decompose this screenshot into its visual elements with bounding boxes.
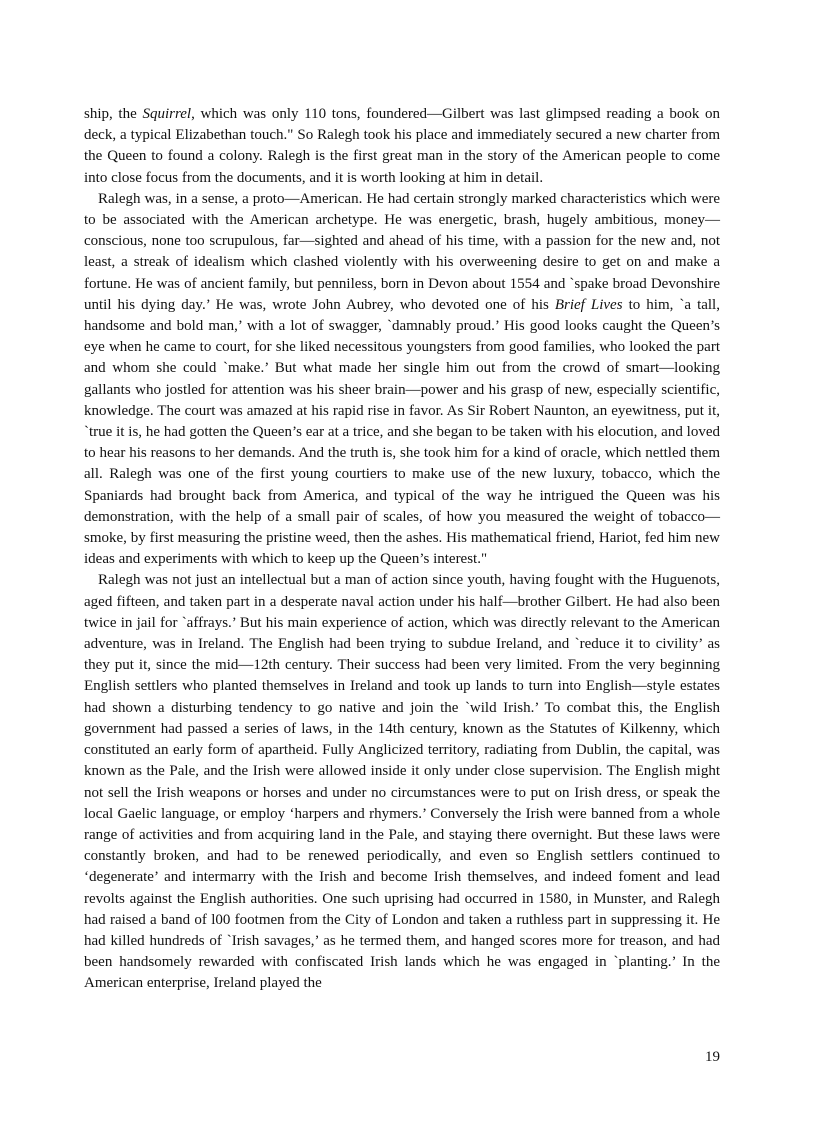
paragraph-1-text-cont: , which was only 110 tons, foundered—Gilbert was last glimpsed reading a book on deck, a typical Elizabethan touch." So Ralegh took his place and immediately secured a new charter from the Queen to found a colony. Ralegh is the first great man in the story of the American people to come into close focus from the documents, and it is worth looking at him in detail. [84,106,720,186]
paragraph-2-text: Ralegh was, in a sense, a proto—American. He had certain strongly marked characteristics which were to be associated with the American archetype. He was energetic, brash, hugely ambitious, money—conscious, none too scrupulous, far—sighted and ahead of his time, with a passion for the new and, not least, a streak of idealism which clashed violently with his overweening desire to get on and make a fortune. He was of ancient family, but penniless, born in Devon about 1554 and `spake broad Devonshire until his dying day.’ He was, wrote John Aubrey, who devoted one of his [84,190,720,313]
paragraph-1 [84,104,720,189]
italic-title-brief-lives: Brief Lives [554,296,623,313]
paragraph-3 [84,570,720,994]
paragraph-1-text: ship, the [84,106,143,122]
page-number: 19 [705,1049,720,1065]
paragraph-2-text-cont: to him, `a tall, handsome and bold man,’ with a lot of swagger, `damnably proud.’ His good looks caught the Queen’s eye when he came to court, for she liked necessitous youngsters from good families, who looked the part and whom she could `make.’ But what made her single him out from the crowd of smart—looking gallants who jostled for attention was his sheer brain—power and his grasp of new, especially scientific, knowledge. The court was amazed at his rapid rise in favor. As Sir Robert Naunton, an eyewitness, put it, `true it is, he had gotten the Queen’s ear at a trice, and she began to be taken with his elocution, and loved to hear his reasons to her demands. And the truth is, she took him for a kind of oracle, which nettled them all. Ralegh was one of the first young courtiers to make use of the new luxury, tobacco, which the Spaniards had brought back from America, and typical of the way he intrigued the Queen was his demonstration, with the help of a small pair of scales, of how you measured the weight of tobacco—smoke, by first measuring the pristine weed, then the ashes. His mathematical friend, Hariot, fed him new ideas and experiments with which to keep up the Queen’s interest." [84,296,720,568]
page-body [84,104,720,995]
paragraph-3-text: Ralegh was not just an intellectual but a man of action since youth, having fought with the Huguenots, aged fifteen, and taken part in a desperate naval action under his half—brother Gilbert. He had also been twice in jail for `affrays.’ But his main experience of action, which was directly relevant to the American adventure, was in Ireland. The English had been trying to subdue Ireland, and `reduce it to civility’ as they put it, since the mid—12th century. Their success had been very limited. From the very beginning English settlers who planted themselves in Ireland and took up lands to turn into English—style estates had shown a disturbing tendency to go native and join the `wild Irish.’ To combat this, the English government had passed a series of laws, in the 14th century, known as the Statutes of Kilkenny, which constituted an early form of apartheid. Fully Anglicized territory, radiating from Dublin, the capital, was known as the Pale, and the Irish were allowed inside it only under close supervision. The English might not sell the Irish weapons or horses and under no circumstances were to put on Irish dress, or speak the local Gaelic language, or employ ‘harpers and rhymers.’ Conversely the Irish were banned from a whole range of activities and from acquiring land in the Pale, and staying there overnight. But these laws were constantly broken, and had to be renewed periodically, and even so English settlers continued to ‘degenerate’ and intermarry with the Irish and become Irish themselves, and indeed foment and lead revolts against the English authorities. One such uprising had occurred in 1580, in Munster, and Ralegh had raised a band of l00 footmen from the City of London and taken a ruthless part in suppressing it. He had killed hundreds of `Irish savages,’ as he termed them, and hanged scores more for treason, and had been handsomely rewarded with confiscated Irish lands which he was engaged in `planting.’ In the American enterprise, Ireland played the [84,572,720,992]
italic-title-squirrel: Squirrel [142,106,192,122]
paragraph-2 [84,189,720,571]
